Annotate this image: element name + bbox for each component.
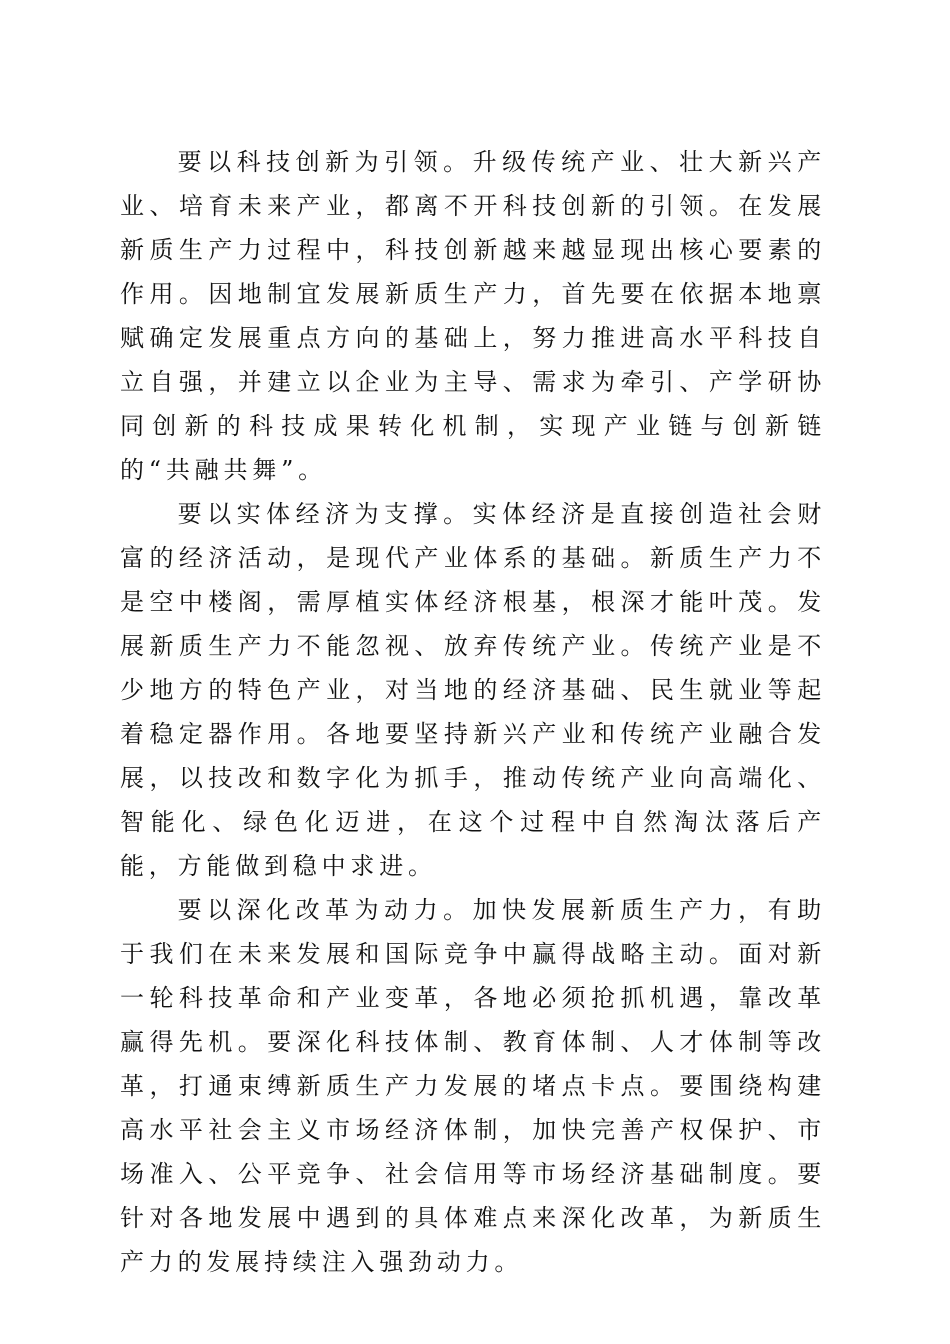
paragraph-deepen-reform: 要以深化改革为动力。加快发展新质生产力，有助于我们在未来发展和国际竞争中赢得战略主动。面对新一轮科技革命和产业变革，各地必须抢抓机遇，靠改革赢得先机。要深化科技体制、教育体制、人才体制等改革，打通束缚新质生产力发展的堵点卡点。要围绕构建高水平社会主义市场经济体制，加快完善产权保护、市场准入、公平竞争、社会信用等市场经济基础制度。要针对各地发展中遇到的具体难点来深化改革，为新质生产力的发展持续注入强劲动力。 bbox=[120, 896, 826, 1276]
paragraph-real-economy: 要以实体经济为支撑。实体经济是直接创造社会财富的经济活动，是现代产业体系的基础。新质生产力不是空中楼阁，需厚植实体经济根基，根深才能叶茂。发展新质生产力不能忽视、放弃传统产业。传统产业是不少地方的特色产业，对当地的经济基础、民生就业等起着稳定器作用。各地要坚持新兴产业和传统产业融合发展，以技改和数字化为抓手，推动传统产业向高端化、智能化、绿色化迈进，在这个过程中自然淘汰落后产能，方能做到稳中求进。 bbox=[120, 500, 826, 880]
paragraph-tech-innovation: 要以科技创新为引领。升级传统产业、壮大新兴产业、培育未来产业，都离不开科技创新的引领。在发展新质生产力过程中，科技创新越来越显现出核心要素的作用。因地制宜发展新质生产力，首先要在依据本地禀赋确定发展重点方向的基础上，努力推进高水平科技自立自强，并建立以企业为主导、需求为牵引、产学研协同创新的科技成果转化机制，实现产业链与创新链的“共融共舞”。 bbox=[120, 148, 826, 484]
body-text bbox=[120, 140, 826, 1284]
